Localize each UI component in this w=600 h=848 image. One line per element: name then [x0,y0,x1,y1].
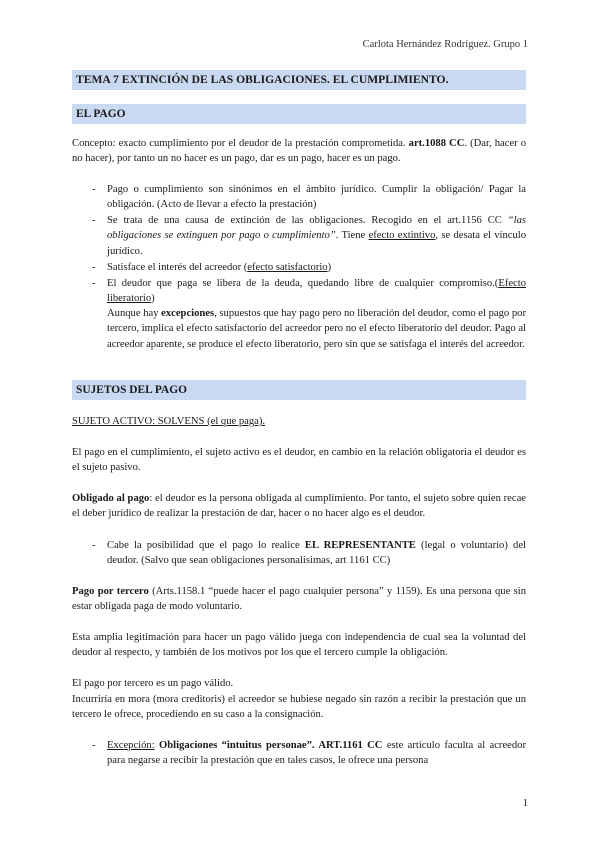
sujeto-activo-heading: SUJETO ACTIVO: SOLVENS (el que paga). [72,416,266,427]
cumplimiento-paragraph: El pago en el cumplimiento, el sujeto activo es el deudor, en cambio en la relación obligatoria el deudor es el sujeto pasivo. [72,447,526,474]
bullet-dash: - [92,215,96,226]
pago-valido-paragraph: El pago por tercero es un pago válido. [72,678,234,689]
bullet-dash: - [92,740,96,751]
legitimacion-paragraph: Esta amplia legitimación para hacer un pago válido juega con independencia de cual sea la voluntad del deudor al respecto, y también de los motivos por los que el tercero cumple la obligación. [72,632,526,659]
page-header: Carlota Hernández Rodríguez. Grupo 1 [362,39,528,50]
section-heading-sujetos: SUJETOS DEL PAGO [72,380,526,400]
bullet-dash: - [92,540,96,551]
bullet-dash: - [92,278,96,289]
page-number: 1 [522,798,528,809]
bullet-dash: - [92,262,96,273]
section-heading-pago: EL PAGO [72,104,526,124]
mora-paragraph: Incurriría en mora (mora creditoris) el acreedor se hubiese negado sin razón a recibir la prestación que un tercero le ofrece, procediendo en su caso a la consignación. [72,694,526,721]
pago-tercero-paragraph: Pago por tercero (Arts.1158.1 “puede hacer el pago cualquier persona” y 1159). Es una persona que sin estar obligada paga de modo voluntario. [72,586,526,613]
concepto-paragraph: Concepto: exacto cumplimiento por el deudor de la prestación comprometida. art.1088 CC. (Dar, hacer o no hacer), por tanto un no hacer es un pago, dar es un pago, hacer es un pago. [72,138,527,165]
bullet-dash: - [92,184,96,195]
document-title: TEMA 7 EXTINCIÓN DE LAS OBLIGACIONES. EL CUMPLIMIENTO. [72,70,526,90]
obligado-paragraph: Obligado al pago: el deudor es la persona obligada al cumplimiento. Por tanto, el sujeto sobre quien recae el deber jurídico de realizar la prestación de dar, hacer o no hacer algo es el deudor. [72,493,526,520]
document-page: Carlota Hernández Rodríguez. Grupo 1 TEMA 7 EXTINCIÓN DE LAS OBLIGACIONES. EL CUMPLIMIENTO. EL PAGO Concepto: exacto cumplimiento por el deudor de la prestación comprometida. art.1088 CC. (Dar, hacer o no hacer), por tanto un no hacer es un pago, dar es un pago, hacer es un pago. - Pago o cumplimiento son sinónimos en el ámbito jurídico. Cumplir la obligación/ Pagar la obligación. (Acto de llevar a efecto la prestación) - Se trata de una causa de extinción de las obligaciones. Recogido en el art.1156 CC “las obligaciones se extinguen por pago o cumplimiento”. Tiene efecto extintivo, se desata el vínculo jurídico. - Satisface el interés del acreedor (efecto satisfactorio) - El deudor que paga se libera de la deuda, quedando libre de cualquier compromiso.(Efecto liberatorio) Aunque hay excepciones, supuestos que hay pago pero no liberación del deudor, como el pago por tercero, implica el efecto satisfactorio del acreedor pero no el efecto liberatorio del deudor. Pago al acreedor aparente, se produce el efecto liberatorio, pero sin que se satisfaga el interés del acreedor. SUJETOS DEL PAGO SUJETO ACTIVO: SOLVENS (el que paga). El pago en el cumplimiento, el sujeto activo es el deudor, en cambio en la relación obligatoria el deudor es el sujeto pasivo. Obligado al pago: el deudor es la persona obligada al cumplimiento. Por tanto, el sujeto sobre quien recae el deber jurídico de realizar la prestación de dar, hacer o no hacer algo es el deudor. - Cabe la posibilidad que el pago lo realice EL REPRESENTANTE (legal o voluntario) del deudor. (Salvo que sean obligaciones personalísimas, art 1161 CC) Pago por tercero (Arts.1158.1 “puede hacer el pago cualquier persona” y 1159). Es una persona que sin estar obligada paga de modo voluntario. Esta amplia legitimación para hacer un pago válido juega con independencia de cual sea la voluntad del deudor al respecto, y también de los motivos por los que el tercero cumple la obligación. El pago por tercero es un pago válido. Incurriría en mora (mora creditoris) el acreedor se hubiese negado sin razón a recibir la prestación que un tercero le ofrece, procediendo en su caso a la consignación. - Excepción: Obligaciones “intuitus personae”. ART.1161 CC este artículo faculta al acreedor para negarse a recibir la prestación que en tales casos, le ofrece una persona 1 [0,0,600,848]
